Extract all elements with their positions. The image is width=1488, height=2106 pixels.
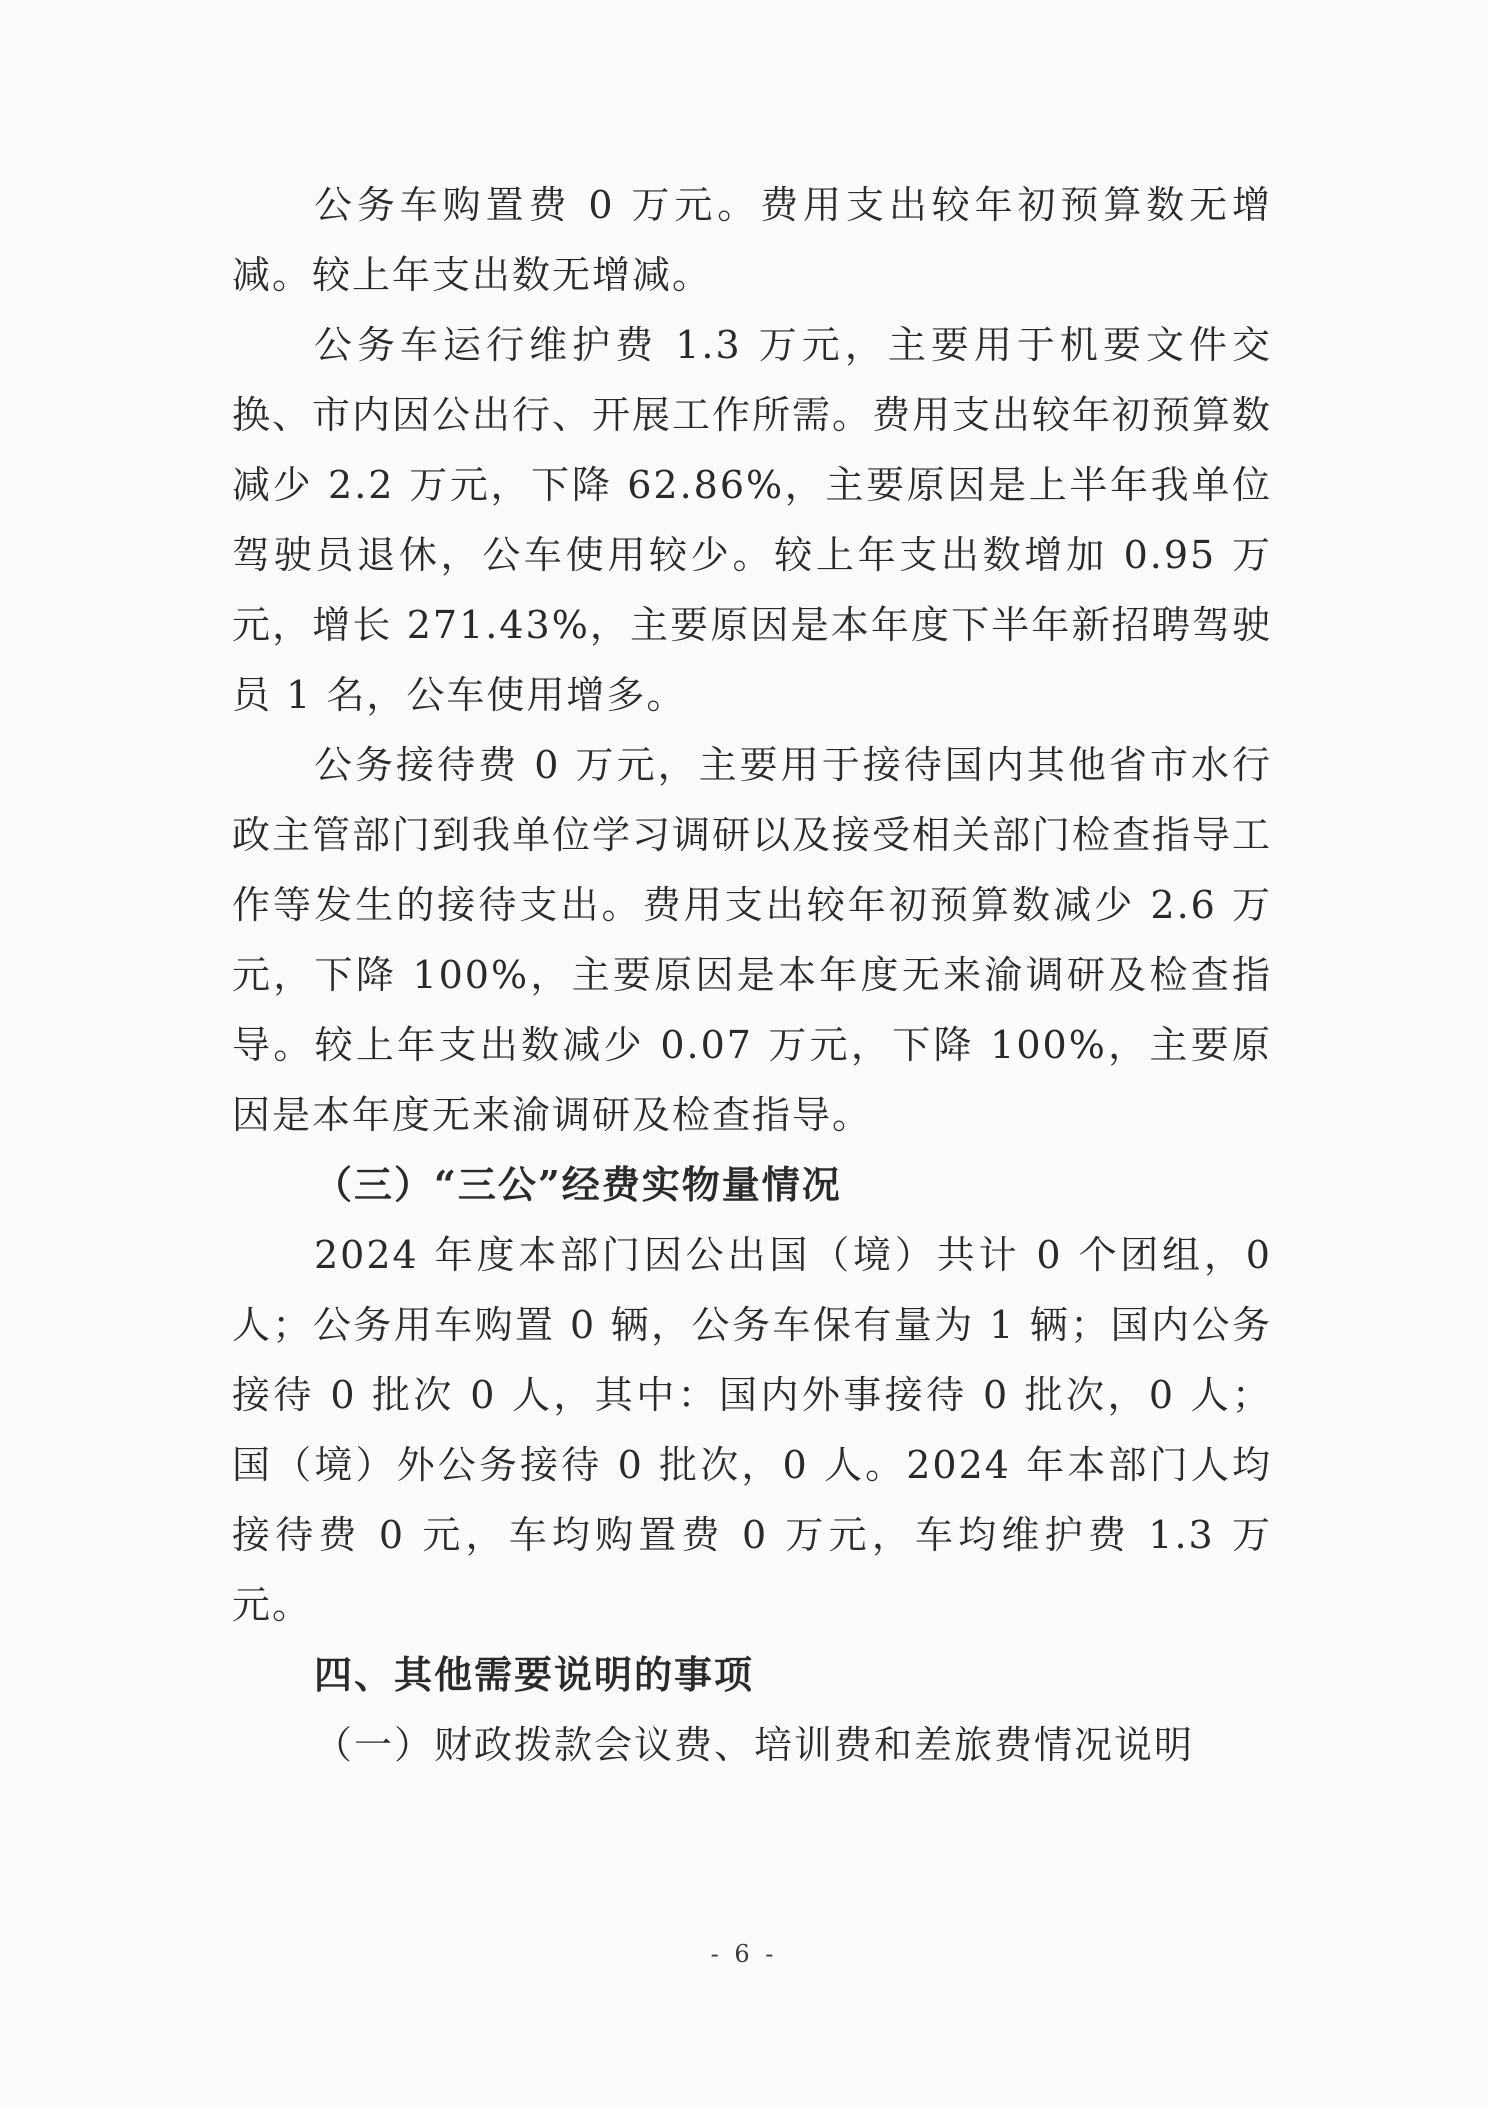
- paragraph-vehicle-maintenance: 公务车运行维护费 1.3 万元，主要用于机要文件交换、市内因公出行、开展工作所需。费用支出较年初预算数减少 2.2 万元，下降 62.86%，主要原因是上半年我单位驾驶员退休，公车使用较少。较上年支出数增加 0.95 万元，增长 271.43%，主要原因是本年度下半年新招聘驾驶员 1 名，公车使用增多。: [232, 323, 1273, 717]
- subsection-heading-meeting-training-travel: （一）财政拨款会议费、培训费和差旅费情况说明: [314, 1723, 1195, 1767]
- section-heading-other-matters: 四、其他需要说明的事项: [314, 1652, 755, 1697]
- document-body: [232, 170, 1272, 1780]
- paragraph-physical-quantity: 2024 年度本部门因公出国（境）共计 0 个团组，0 人；公务用车购置 0 辆，公务车保有量为 1 辆；国内公务接待 0 批次 0 人，其中：国内外事接待 0 批次，0 人；国（境）外公务接待 0 批次，0 人。2024 年本部门人均接待费 0 元，车均购置费 0 万元，车均维护费 1.3 万元。: [232, 1233, 1272, 1627]
- section-heading-physical-quantity: （三）“三公”经费实物量情况: [314, 1162, 842, 1207]
- page-number: - 6 -: [710, 1940, 778, 1968]
- paragraph-vehicle-purchase: 公务车购置费 0 万元。费用支出较年初预算数无增减。较上年支出数无增减。: [232, 183, 1272, 297]
- paragraph-reception: 公务接待费 0 万元，主要用于接待国内其他省市水行政主管部门到我单位学习调研以及接受相关部门检查指导工作等发生的接待支出。费用支出较年初预算数减少 2.6 万元，下降 100%，主要原因是本年度无来渝调研及检查指导。较上年支出数减少 0.07 万元，下降 100%，主要原因是本年度无来渝调研及检查指导。: [232, 743, 1273, 1137]
